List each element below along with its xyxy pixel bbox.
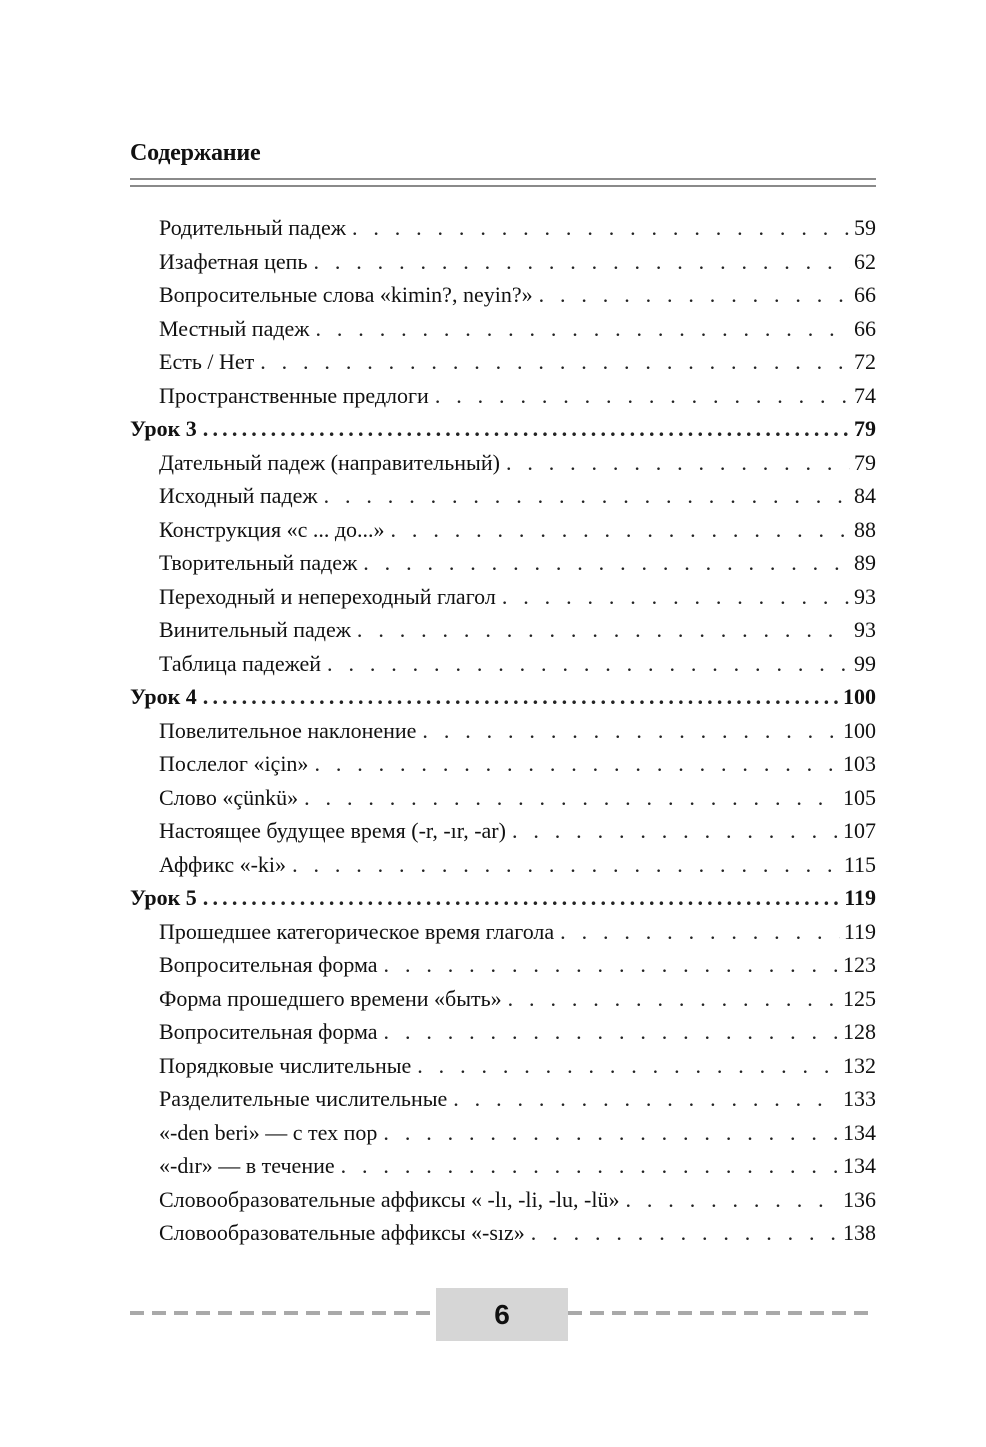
toc-entry-page-number: 66 (854, 282, 876, 307)
toc-entry (130, 948, 876, 982)
toc-dot-leader (506, 446, 850, 480)
toc-dot-leader (531, 1216, 839, 1250)
toc-dot-leader (539, 278, 850, 312)
toc-entry-title: Есть / Нет (159, 349, 255, 374)
toc-entry (130, 513, 876, 547)
toc-dot-leader (352, 211, 850, 245)
toc-dot-leader (363, 546, 850, 580)
toc-entry-title: Порядковые числительные (159, 1052, 412, 1078)
toc-entry-page-number: 134 (843, 1119, 876, 1145)
toc-entry-page-number: 125 (843, 985, 876, 1011)
toc-entry-title: Послелог «için» (159, 751, 309, 776)
toc-entry-page-number: 133 (843, 1086, 876, 1111)
toc-dot-leader (417, 1049, 839, 1083)
toc-entry (130, 982, 876, 1016)
toc-dot-leader (560, 915, 840, 949)
toc-entry-title: Настоящее будущее время (-r, -ır, -ar) (159, 818, 506, 843)
toc-entry (130, 1015, 876, 1049)
toc-entry (130, 1049, 876, 1083)
toc-dot-leader (502, 580, 850, 614)
toc-entry-page-number: 107 (843, 818, 876, 843)
toc-entry (130, 848, 876, 882)
toc-dot-leader (304, 781, 839, 815)
toc-entry (130, 379, 876, 413)
toc-entry-page-number: 115 (843, 851, 876, 877)
toc-dot-leader (453, 1082, 839, 1116)
footer-dashed-line-right (568, 1311, 876, 1315)
toc-entry (130, 546, 876, 580)
toc-entry-title: Урок 4 (130, 684, 197, 709)
toc-dot-leader (435, 379, 850, 413)
toc-dot-leader (203, 680, 839, 714)
toc-dot-leader (203, 412, 850, 446)
toc-entry-page-number: 93 (854, 583, 876, 609)
toc-entry-page-number: 84 (854, 483, 876, 508)
toc-entry-page-number: 103 (843, 751, 876, 776)
toc-entry-page-number: 119 (843, 918, 876, 944)
toc-entry-page-number: 66 (854, 315, 876, 341)
toc-entry-title: Разделительные числительные (159, 1086, 448, 1111)
toc-dot-leader (314, 747, 839, 781)
toc-entry-title: Исходный падеж (159, 483, 318, 508)
header-rule-top (130, 178, 876, 180)
toc-entry-page-number: 100 (843, 717, 876, 743)
toc-entry-title: Вопросительные слова «kimin?, neyin?» (159, 282, 533, 307)
toc-entry-page-number: 132 (843, 1052, 876, 1078)
table-of-contents (130, 211, 876, 1250)
toc-entry-title: Творительный падеж (159, 550, 358, 575)
toc-entry-title: Местный падеж (159, 315, 310, 341)
toc-entry (130, 647, 876, 681)
toc-lesson-entry (130, 412, 876, 446)
toc-entry (130, 714, 876, 748)
toc-entry-title: Словообразовательные аффиксы «-sız» (159, 1220, 525, 1245)
toc-entry (130, 1183, 876, 1217)
toc-entry-title: Слово «çünkü» (159, 784, 299, 810)
toc-entry (130, 781, 876, 815)
toc-entry-title: Вопросительная форма (159, 952, 378, 977)
toc-entry-page-number: 136 (843, 1186, 876, 1212)
toc-entry (130, 814, 876, 848)
toc-entry (130, 278, 876, 312)
toc-entry-title: Родительный падеж (159, 215, 346, 240)
toc-entry-page-number: 79 (854, 416, 876, 441)
toc-entry-page-number: 105 (843, 784, 876, 810)
toc-entry-page-number: 99 (854, 650, 876, 676)
toc-entry-title: «-den beri» — с тех пор (159, 1119, 378, 1145)
toc-dot-leader (260, 345, 850, 379)
toc-entry-page-number: 74 (854, 382, 876, 408)
toc-entry (130, 580, 876, 614)
toc-dot-leader (327, 647, 850, 681)
toc-dot-leader (384, 948, 839, 982)
toc-dot-leader (292, 848, 840, 882)
toc-entry-page-number: 72 (854, 349, 876, 374)
toc-dot-leader (203, 881, 840, 915)
header-rule-bottom (130, 185, 876, 187)
toc-entry (130, 1116, 876, 1150)
toc-dot-leader (422, 714, 839, 748)
toc-entry (130, 211, 876, 245)
toc-entry-title: Пространственные предлоги (159, 382, 429, 408)
toc-entry-title: Урок 5 (130, 885, 197, 910)
toc-lesson-entry (130, 881, 876, 915)
toc-entry-title: Прошедшее категорическое время глагола (159, 918, 555, 944)
toc-entry-page-number: 79 (854, 449, 876, 475)
toc-entry-page-number: 88 (854, 516, 876, 542)
toc-entry-page-number: 59 (854, 215, 876, 240)
toc-dot-leader (313, 245, 850, 279)
page-number: 6 (494, 1298, 510, 1330)
toc-entry (130, 1149, 876, 1183)
toc-entry (130, 747, 876, 781)
toc-entry-title: Аффикс «-ki» (159, 851, 287, 877)
toc-entry (130, 479, 876, 513)
toc-entry-title: Переходный и непереходный глагол (159, 583, 496, 609)
toc-entry-page-number: 100 (843, 684, 876, 709)
toc-dot-leader (384, 1015, 839, 1049)
toc-dot-leader (316, 312, 851, 346)
toc-entry (130, 1082, 876, 1116)
toc-entry (130, 345, 876, 379)
toc-lesson-entry (130, 680, 876, 714)
page-number-box (436, 1288, 568, 1341)
footer-dashed-line-left (130, 1311, 436, 1315)
toc-entry (130, 312, 876, 346)
toc-entry-page-number: 123 (843, 952, 876, 977)
toc-dot-leader (357, 613, 850, 647)
toc-dot-leader (508, 982, 839, 1016)
toc-entry (130, 245, 876, 279)
toc-entry-title: Конструкция «с ... до...» (159, 516, 385, 542)
toc-dot-leader (626, 1183, 840, 1217)
toc-entry-page-number: 128 (843, 1019, 876, 1044)
toc-entry (130, 915, 876, 949)
page-title: Содержание (130, 140, 261, 166)
toc-entry-page-number: 62 (854, 248, 876, 274)
toc-entry-title: «-dır» — в течение (159, 1153, 335, 1178)
toc-entry-page-number: 93 (854, 617, 876, 642)
toc-entry-title: Повелительное наклонение (159, 717, 417, 743)
toc-entry-title: Дательный падеж (направительный) (159, 449, 500, 475)
toc-entry (130, 1216, 876, 1250)
toc-entry-title: Словообразовательные аффиксы « -lı, -li, -lu, -lü» (159, 1186, 620, 1212)
toc-entry-title: Форма прошедшего времени «быть» (159, 985, 502, 1011)
toc-dot-leader (512, 814, 839, 848)
toc-entry-title: Винительный падеж (159, 617, 351, 642)
toc-entry-page-number: 134 (843, 1153, 876, 1178)
toc-entry (130, 613, 876, 647)
toc-dot-leader (391, 513, 850, 547)
toc-dot-leader (383, 1116, 839, 1150)
toc-entry-title: Таблица падежей (159, 650, 322, 676)
toc-entry (130, 446, 876, 480)
toc-entry-page-number: 119 (844, 885, 876, 910)
toc-entry-title: Урок 3 (130, 416, 197, 441)
toc-entry-page-number: 138 (843, 1220, 876, 1245)
toc-entry-title: Вопросительная форма (159, 1019, 378, 1044)
toc-dot-leader (324, 479, 850, 513)
toc-dot-leader (341, 1149, 839, 1183)
toc-entry-title: Изафетная цепь (159, 248, 308, 274)
toc-entry-page-number: 89 (854, 550, 876, 575)
